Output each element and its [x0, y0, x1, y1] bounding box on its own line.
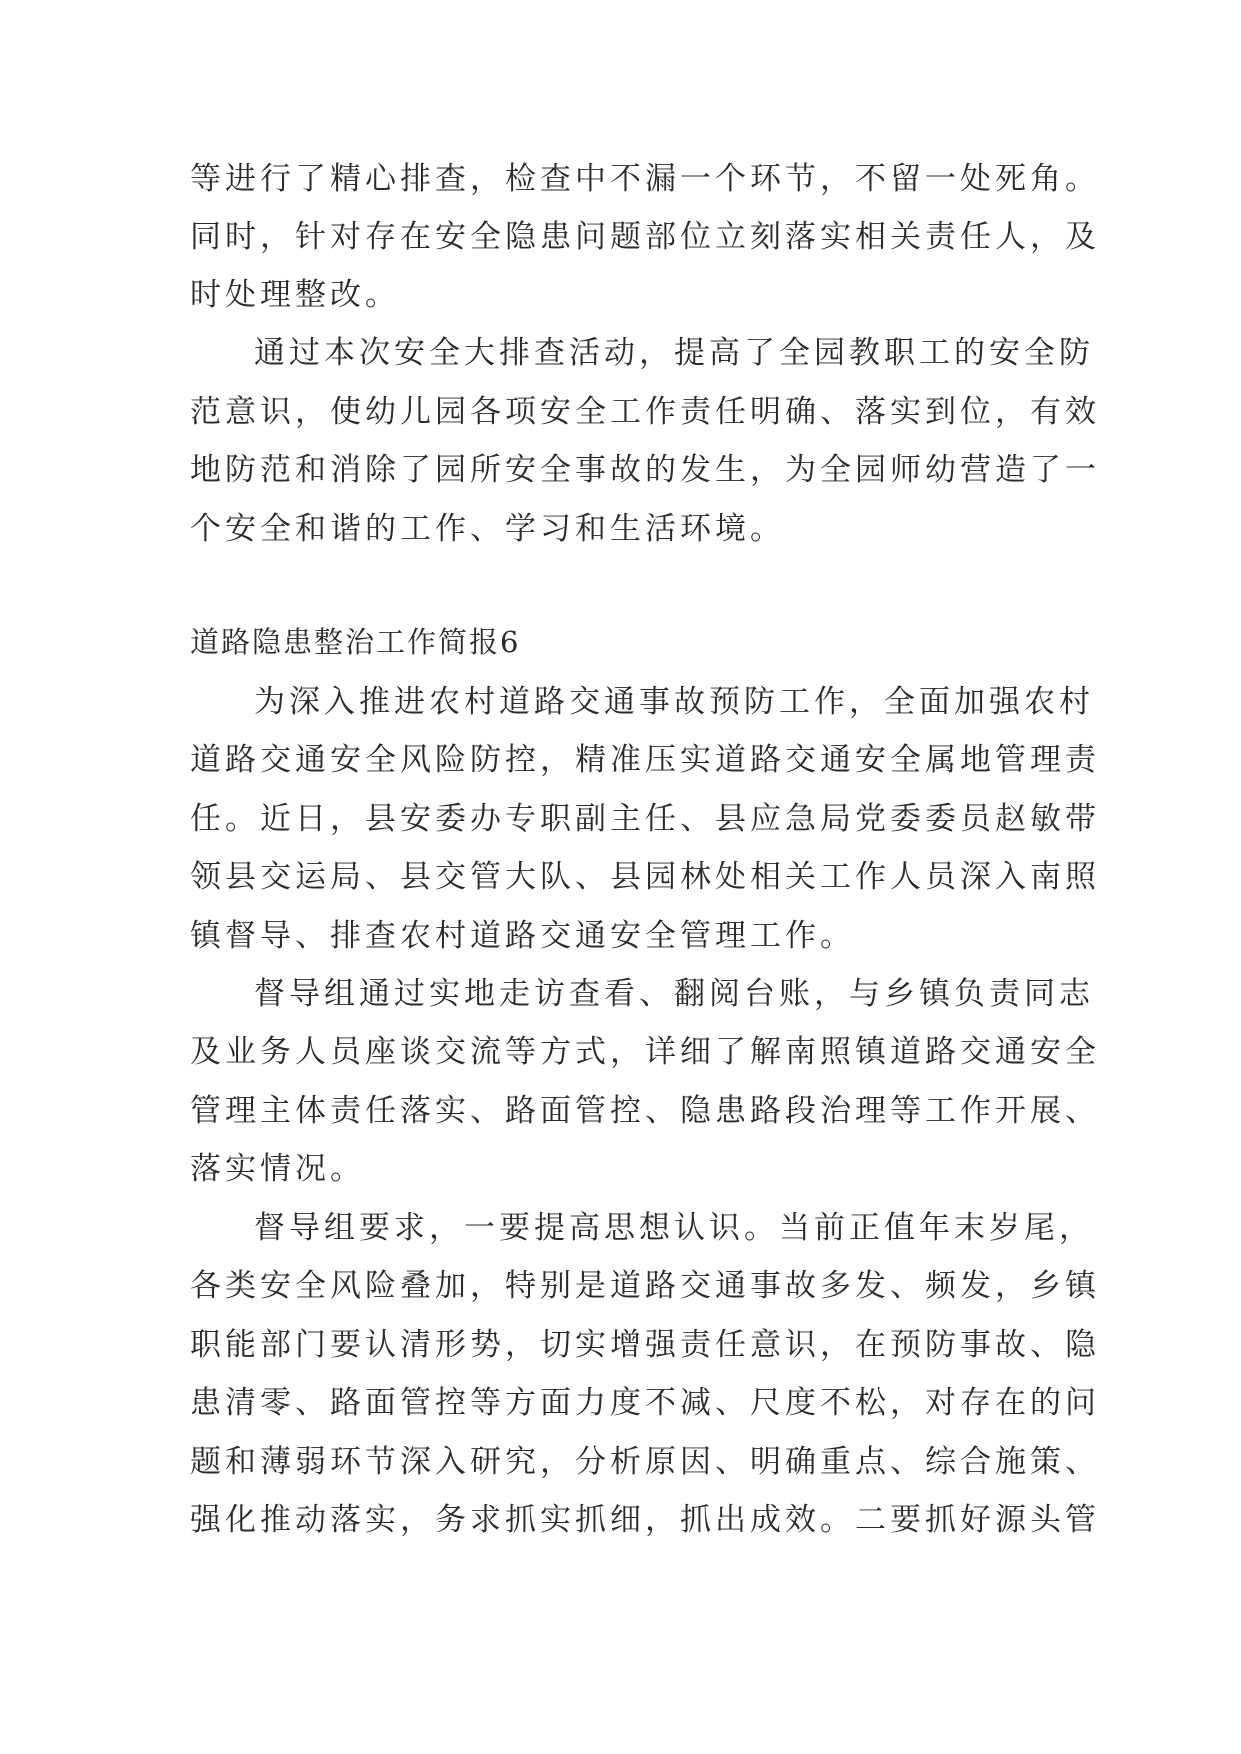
paragraph-first-line: 督导组通过实地走访查看、翻阅台账，与乡镇负责同志 — [254, 976, 1094, 1012]
text-line: 个安全和谐的工作、学习和生活环境。 — [190, 511, 785, 547]
section-heading: 道路隐患整治工作简报6 — [190, 625, 521, 659]
text-line: 领县交运局、县交管大队、县园林处相关工作人员深入南照 — [190, 859, 1100, 895]
text-line: 时处理整改。 — [190, 277, 400, 313]
text-line: 同时，针对存在安全隐患问题部位立刻落实相关责任人，及 — [190, 219, 1100, 255]
text-line: 镇督导、排查农村道路交通安全管理工作。 — [190, 918, 855, 954]
paragraph-first-line: 通过本次安全大排查活动，提高了全园教职工的安全防 — [254, 335, 1094, 371]
text-line: 道路交通安全风险防控，精准压实道路交通安全属地管理责 — [190, 742, 1100, 778]
text-line: 及业务人员座谈交流等方式，详细了解南照镇道路交通安全 — [190, 1034, 1100, 1070]
text-line: 地防范和消除了园所安全事故的发生，为全园师幼营造了一 — [190, 452, 1100, 488]
text-line: 落实情况。 — [190, 1151, 365, 1187]
text-line: 范意识，使幼儿园各项安全工作责任明确、落实到位，有效 — [190, 394, 1100, 430]
paragraph-first-line: 为深入推进农村道路交通事故预防工作，全面加强农村 — [254, 684, 1094, 720]
text-line: 各类安全风险叠加，特别是道路交通事故多发、频发，乡镇 — [190, 1268, 1100, 1304]
text-line: 任。近日，县安委办专职副主任、县应急局党委委员赵敏带 — [190, 801, 1100, 837]
text-line: 强化推动落实，务求抓实抓细，抓出成效。二要抓好源头管 — [190, 1502, 1100, 1538]
text-line: 题和薄弱环节深入研究，分析原因、明确重点、综合施策、 — [190, 1444, 1100, 1480]
text-line: 患清零、路面管控等方面力度不减、尺度不松，对存在的问 — [190, 1385, 1100, 1421]
paragraph-first-line: 督导组要求，一要提高思想认识。当前正值年末岁尾， — [254, 1210, 1094, 1246]
text-line: 等进行了精心排查，检查中不漏一个环节，不留一处死角。 — [190, 161, 1100, 197]
text-line: 职能部门要认清形势，切实增强责任意识，在预防事故、隐 — [190, 1327, 1100, 1363]
text-line: 管理主体责任落实、路面管控、隐患路段治理等工作开展、 — [190, 1093, 1100, 1129]
